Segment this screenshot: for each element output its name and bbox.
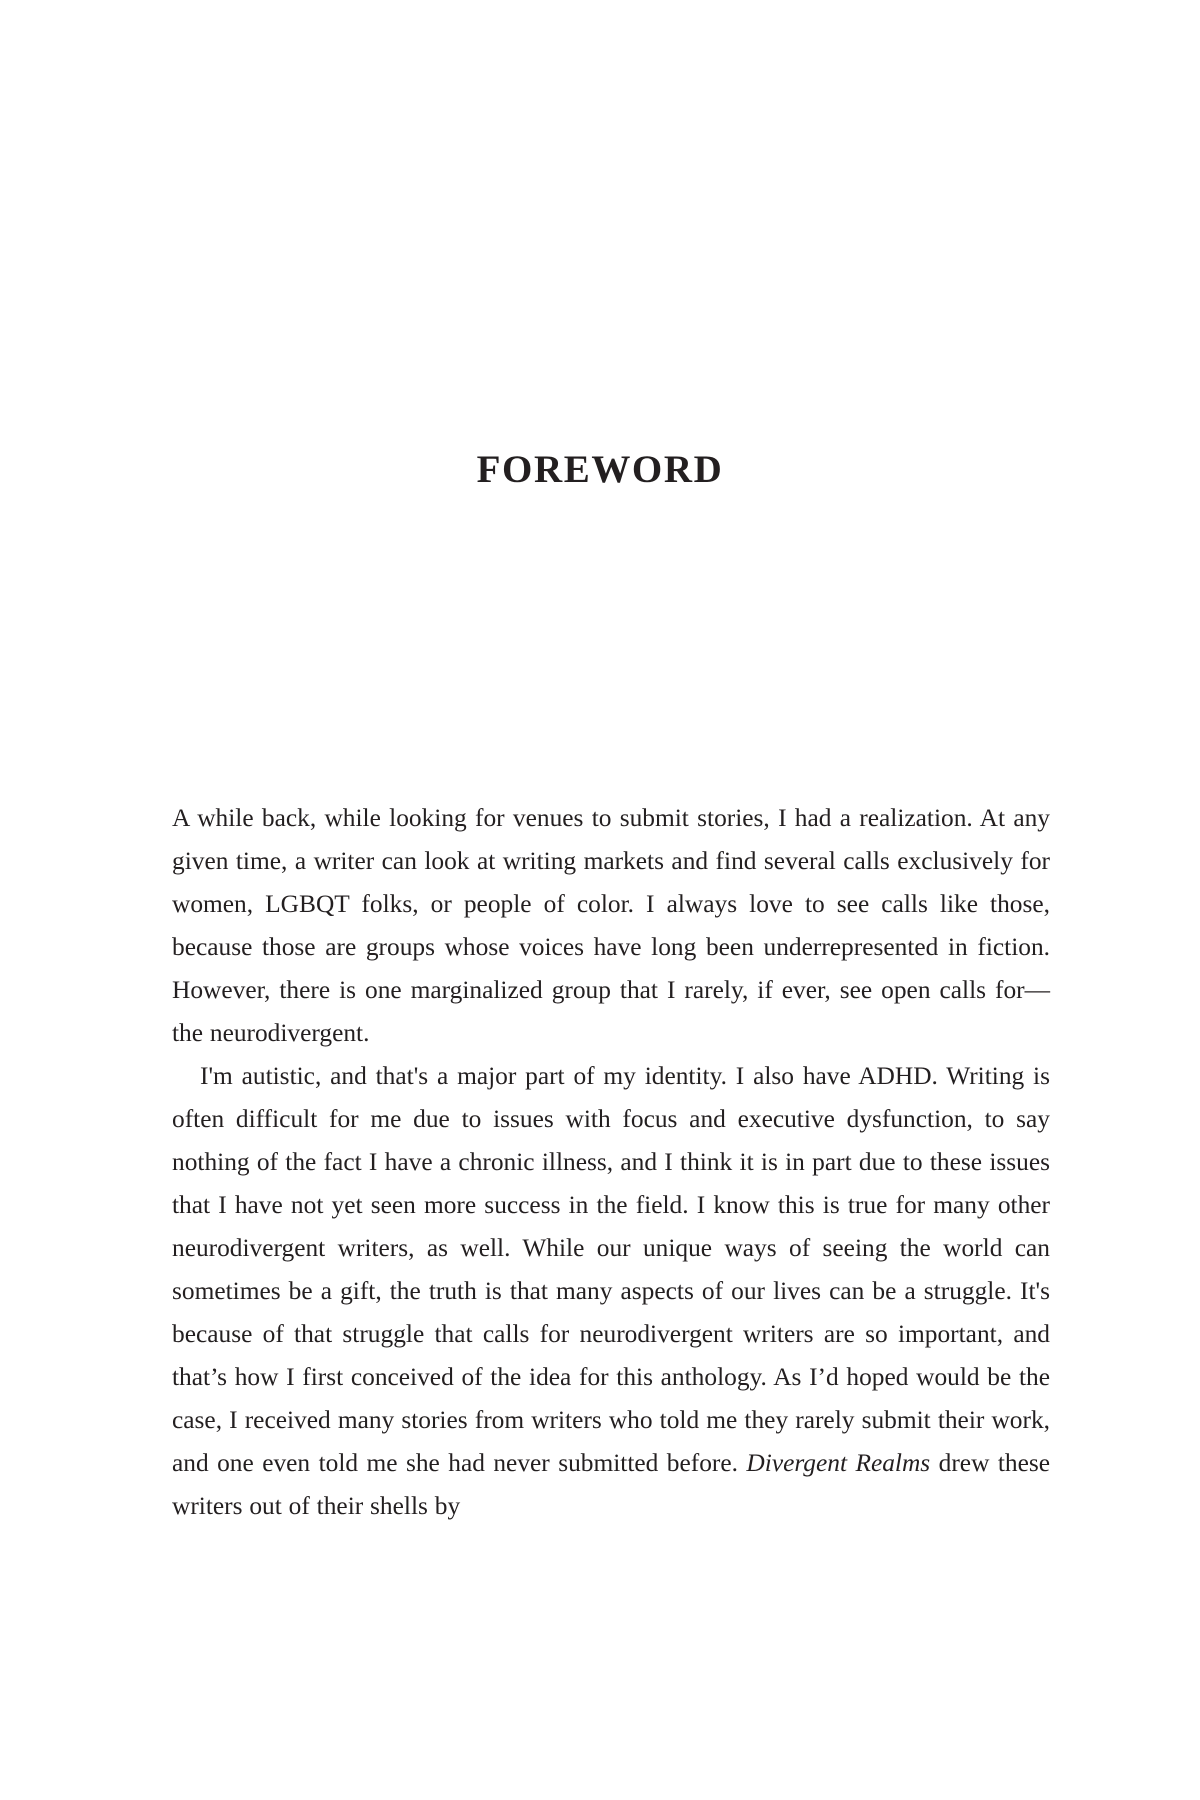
paragraph-segment-tail: drew these writers out of their shells by xyxy=(172,1449,1051,1520)
body-paragraph-2 xyxy=(172,1055,1050,1528)
page-title: FOREWORD xyxy=(476,448,724,492)
book-title-divergent-realms: Divergent Realms xyxy=(746,1449,931,1477)
paragraph-segment-text: I'm autistic, and that's a major part of my identity. I also have ADHD. Writing is often difficult for me due to issues with focus and executive dysfunction, to say nothing of the fact I have a chronic illness, and I think it is in part due to these issues that I have not yet seen more success in the field. I know this is true for many other neurodivergent writers, as well. While our unique ways of seeing the world can sometimes be a gift, the truth is that many aspects of our lives can be a struggle. It's because of that struggle that calls for neurodivergent writers are so important, and that’s how I first conceived of the idea for this anthology. As I’d hoped would be the case, I received many stories from writers who told me they rarely submit their work, and one even told me she had never submitted before. xyxy=(172,1062,1050,1477)
body-text-block xyxy=(172,797,1050,1528)
body-paragraph-1: A while back, while looking for venues to submit stories, I had a realization. At any given time, a writer can look at writing markets and find several calls exclusively for women, LGBQT folks, or people of color. I always love to see calls like those, because those are groups whose voices have long been underrepresented in fiction. However, there is one marginalized group that I rarely, if ever, see open calls for—the neurodivergent. xyxy=(172,804,1050,1047)
